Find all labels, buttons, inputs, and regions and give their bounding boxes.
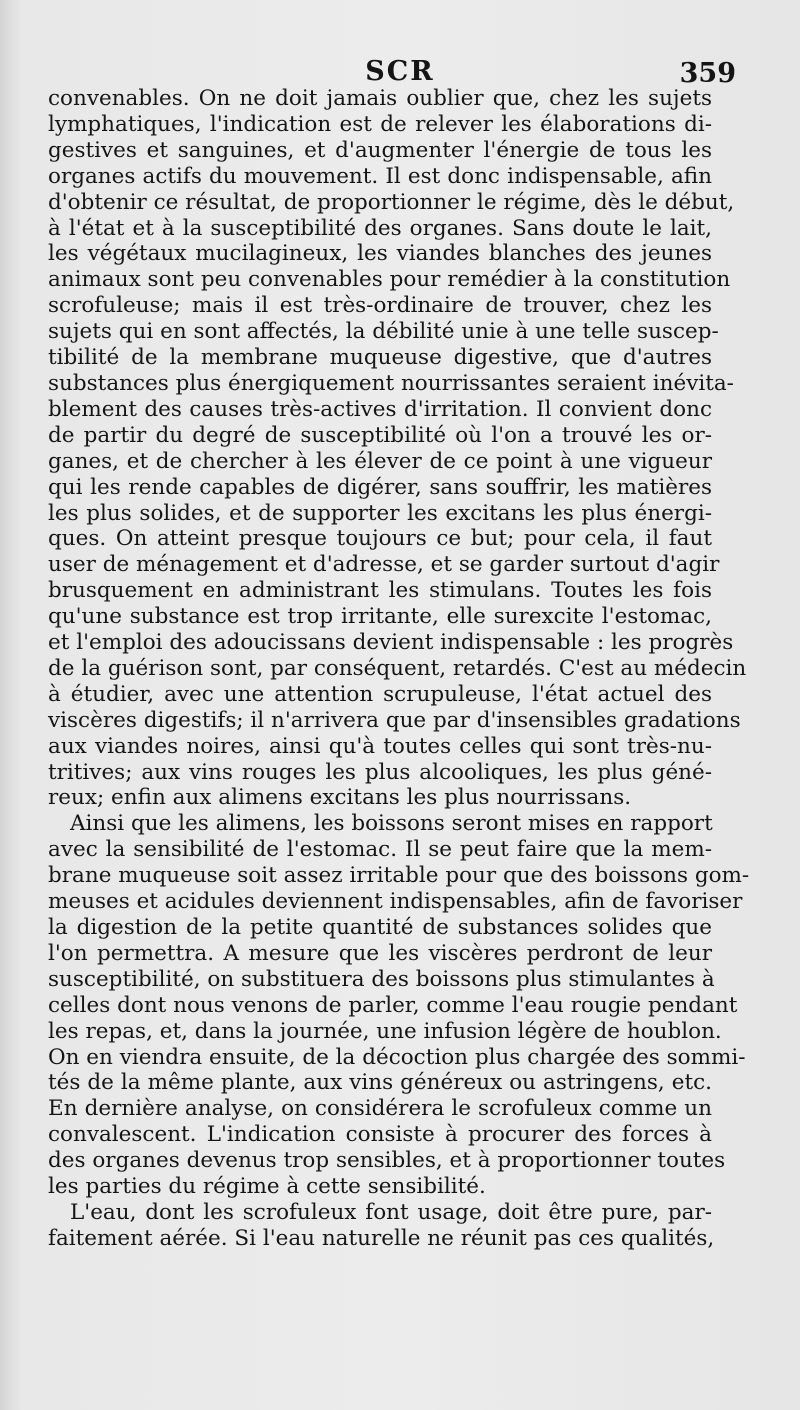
text-line: d'obtenir ce résultat, de proportionner le régime, dès le début, <box>48 189 735 215</box>
text-line: tibilité de la membrane muqueuse digestive, que d'autres <box>48 345 712 371</box>
text-line: et l'emploi des adoucissans devient indispensable : les progrès <box>48 630 734 656</box>
text-line: de partir du degré de susceptibilité où l'on a trouvé les or- <box>48 422 712 448</box>
body-text <box>48 86 750 1252</box>
paragraph-3 <box>48 1199 715 1252</box>
text-line: avec la sensibilité de l'estomac. Il se peut faire que la mem- <box>48 837 712 863</box>
text-line: sujets qui en sont affectés, la débilité unie à une telle suscep- <box>48 319 719 345</box>
text-line: organes actifs du mouvement. Il est donc indispensable, afin <box>48 163 712 189</box>
text-line: convenables. On ne doit jamais oublier que, chez les sujets <box>48 86 712 111</box>
text-line: L'eau, dont les scrofuleux font usage, doit être pure, par- <box>70 1199 712 1225</box>
page-number: 359 <box>679 58 736 89</box>
paragraph-1 <box>48 86 747 811</box>
text-line: viscères digestifs; il n'arrivera que par d'insensibles gradations <box>48 707 741 733</box>
text-line: faitement aérée. Si l'eau naturelle ne réunit pas ces qualités, <box>48 1225 715 1251</box>
text-line: qu'une substance est trop irritante, elle surexcite l'estomac, <box>48 604 712 630</box>
text-line: substances plus énergiquement nourrissantes seraient inévita- <box>48 370 734 396</box>
text-line: reux; enfin aux alimens excitans les plus nourrissans. <box>48 785 632 811</box>
text-line: ques. On atteint presque toujours ce but; pour cela, il faut <box>48 526 712 552</box>
text-line: scrofuleuse; mais il est très-ordinaire de trouver, chez les <box>48 293 712 319</box>
text-line: user de ménagement et d'adresse, et se garder surtout d'agir <box>48 552 720 578</box>
text-line: brane muqueuse soit assez irritable pour que des boissons gom- <box>48 863 750 889</box>
text-line: On en viendra ensuite, de la décoction plus chargée des sommi- <box>48 1044 746 1070</box>
text-line: En dernière analyse, on considérera le scrofuleux comme un <box>48 1096 712 1122</box>
text-line: animaux sont peu convenables pour remédier à la constitution <box>48 267 731 293</box>
text-line: lymphatiques, l'indication est de relever les élaborations di- <box>48 111 712 137</box>
text-line: Ainsi que les alimens, les boissons seront mises en rapport <box>70 811 713 837</box>
text-line: meuses et acidules deviennent indispensables, afin de favoriser <box>48 889 743 915</box>
text-line: blement des causes très-actives d'irritation. Il convient donc <box>48 396 712 422</box>
running-head: SCR <box>365 56 435 87</box>
text-line: les repas, et, dans la journée, une infusion légère de houblon. <box>48 1018 722 1044</box>
text-line: qui les rende capables de digérer, sans souffrir, les matières <box>48 474 712 500</box>
text-line: la digestion de la petite quantité de substances solides que <box>48 915 712 940</box>
text-line: aux viandes noires, ainsi qu'à toutes celles qui sont très-nu- <box>48 733 712 759</box>
text-line: tés de la même plante, aux vins généreux ou astringens, etc. <box>48 1070 712 1096</box>
text-line: les parties du régime à cette sensibilité. <box>48 1174 486 1200</box>
text-line: des organes devenus trop sensibles, et à proportionner toutes <box>48 1148 726 1174</box>
text-line: celles dont nous venons de parler, comme l'eau rougie pendant <box>48 992 738 1018</box>
text-line: gestives et sanguines, et d'augmenter l'énergie de tous les <box>48 137 712 163</box>
text-line: les végétaux mucilagineux, les viandes blanches des jeunes <box>48 241 712 267</box>
text-line: de la guérison sont, par conséquent, retardés. C'est au médecin <box>48 655 747 681</box>
text-line: à l'état et à la susceptibilité des organes. Sans doute le lait, <box>48 215 712 241</box>
text-line: l'on permettra. A mesure que les viscères perdront de leur <box>48 940 712 966</box>
paragraph-2 <box>48 811 750 1200</box>
text-line: les plus solides, et de supporter les excitans les plus énergi- <box>48 500 712 526</box>
text-line: susceptibilité, on substituera des boissons plus stimulantes à <box>48 966 715 992</box>
text-line: tritives; aux vins rouges les plus alcooliques, les plus géné- <box>48 759 712 785</box>
text-line: à étudier, avec une attention scrupuleuse, l'état actuel des <box>48 681 712 707</box>
text-line: brusquement en administrant les stimulans. Toutes les fois <box>48 578 712 604</box>
text-line: ganes, et de chercher à les élever de ce point à une vigueur <box>48 448 712 474</box>
text-line: convalescent. L'indication consiste à procurer des forces à <box>48 1122 712 1148</box>
